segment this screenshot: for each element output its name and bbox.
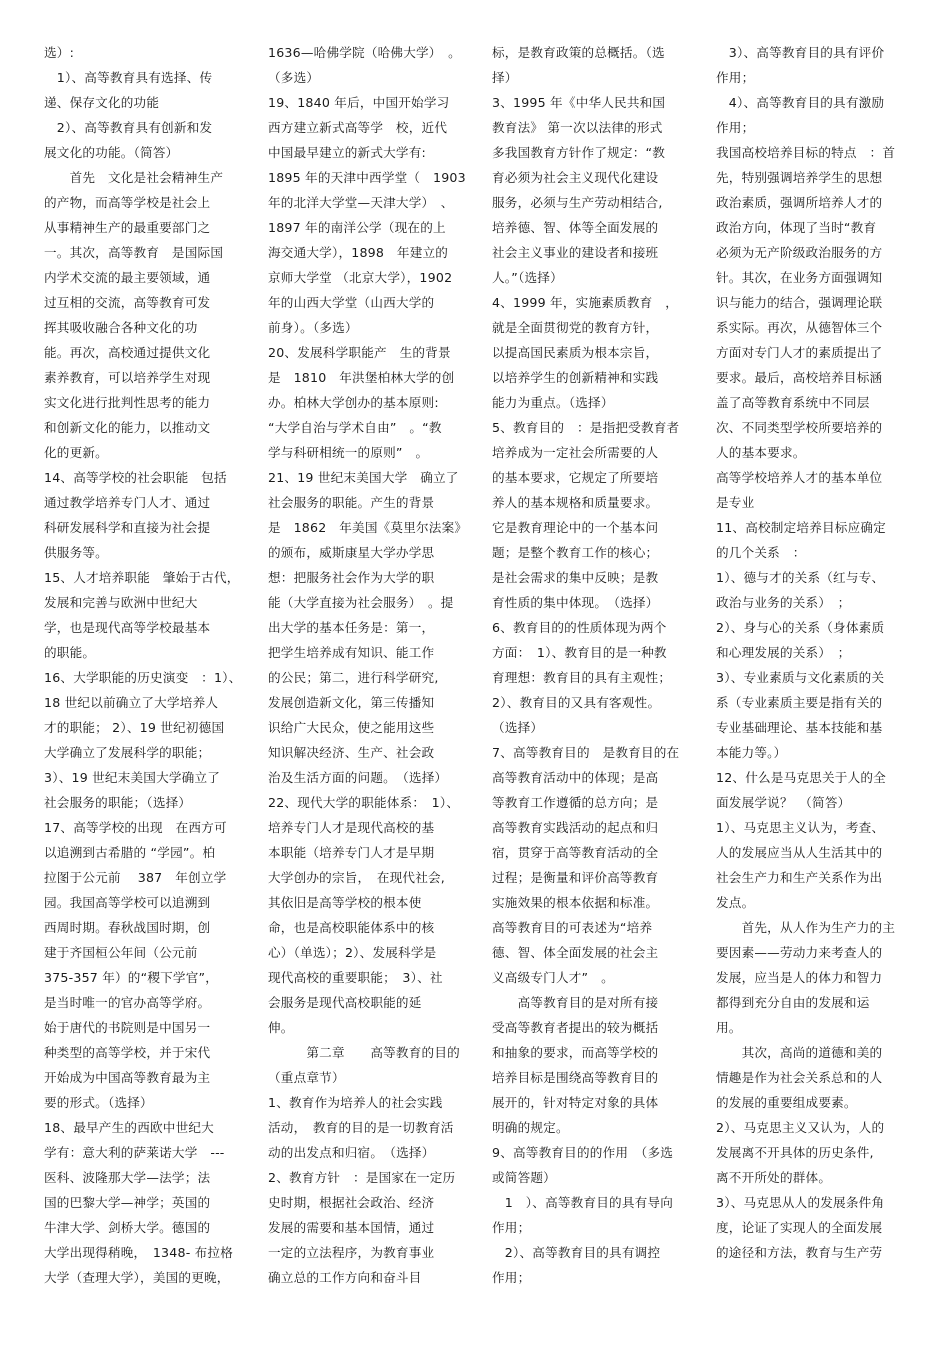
text-line: 的公民；第二，进行科学研究, (268, 670, 439, 685)
text-line: 海交通大学），1898 年建立的 (268, 245, 449, 260)
text-line: 明确的规定。 (492, 1120, 569, 1135)
text-line: 用。 (716, 1020, 742, 1035)
text-line: 和抽象的要求，而高等学校的 (492, 1045, 659, 1060)
text-line: 科研发展科学和直接为社会提 (44, 520, 211, 535)
text-line: 16、大学职能的历史演变 ：1）、 (44, 670, 242, 685)
text-line: 的职能。 (44, 645, 96, 660)
text-line: 发点。 (716, 895, 755, 910)
text-line: 的颁布，威斯康星大学办学思 (268, 545, 435, 560)
text-line: 建于齐国桓公年间（公元前 (44, 945, 198, 960)
text-line: 从事精神生产的最重要部门之 (44, 220, 211, 235)
text-line: 第二章 高等教育的目的 (268, 1045, 460, 1060)
text-line: 15、人才培养职能 肇始于古代， (44, 570, 240, 585)
text-line: 次、不同类型学校所要培养的 (716, 420, 883, 435)
text-line: 社会生产力和生产关系作为出 (716, 870, 883, 885)
text-line: 多我国教育方针作了规定：“教 (492, 145, 666, 160)
text-line: 以提高国民素质为根本宗旨， (492, 345, 659, 360)
text-line: 3）、马克思从人的发展条件角 (716, 1195, 885, 1210)
text-line: 素养教育，可以培养学生对现 (44, 370, 211, 385)
text-line: 大学确立了发展科学的职能； (44, 745, 211, 760)
text-line: 过程；是衡量和评价高等教育 (492, 870, 659, 885)
text-line: 是当时唯一的官办高等学府。 (44, 995, 211, 1010)
text-line: 11、高校制定培养目标应确定 (716, 520, 886, 535)
text-line: 4）、高等教育目的具有激励 (716, 95, 885, 110)
text-line: 培养成为一定社会所需要的人 (492, 445, 659, 460)
text-line: 1895 年的天津中西学堂（ 1903 (268, 170, 466, 185)
text-line: 18、最早产生的西欧中世纪大 (44, 1120, 214, 1135)
text-line: 大学（查理大学），美国的更晚， (44, 1270, 230, 1285)
text-line: 培养目标是围绕高等教育目的 (492, 1070, 659, 1085)
text-line: 17、高等学校的出现 在西方可 (44, 820, 227, 835)
text-line: 21、19 世纪末美国大学 确立了 (268, 470, 459, 485)
text-line: 高等教育目的是对所有接 (492, 995, 659, 1010)
text-line: 是 1810 年洪堡柏林大学的创 (268, 370, 455, 385)
text-line: 3、1995 年《中华人民共和国 (492, 95, 666, 110)
text-line: 作用； (716, 120, 755, 135)
text-line: 等教育工作遵循的总方向；是 (492, 795, 659, 810)
text-line: 1）、德与才的关系（红与专、 (716, 570, 885, 585)
text-line: 针。其次，在业务方面强调知 (716, 270, 883, 285)
text-line: 人的基本要求。 (716, 445, 806, 460)
text-line: 高等教育实践活动的起点和归 (492, 820, 659, 835)
text-line: 知识解决经济、生产、社会政 (268, 745, 435, 760)
column-1 (44, 40, 242, 1290)
text-line: 政治素质，强调所培养人才的 (716, 195, 883, 210)
text-line: 和创新文化的能力，以推动文 (44, 420, 211, 435)
column-3 (492, 40, 684, 1290)
text-line: 宿，贯穿于高等教育活动的全 (492, 845, 659, 860)
text-line: 递、保存文化的功能 (44, 95, 160, 110)
text-line: 伸。 (268, 1020, 294, 1035)
text-line: 识给广大民众，使之能用这些 (268, 720, 435, 735)
text-line: 其次，高尚的道德和美的 (716, 1045, 883, 1060)
text-line: 2）、身与心的关系（身体素质 (716, 620, 885, 635)
text-line: 19、1840 年后，中国开始学习 (268, 95, 450, 110)
text-line: 要因素——劳动力来考查人的 (716, 945, 883, 960)
text-line: 2）、高等教育目的具有调控 (492, 1245, 661, 1260)
text-line: 的途径和方法，教育与生产劳 (716, 1245, 883, 1260)
text-line: 开始成为中国高等教育最为主 (44, 1070, 211, 1085)
text-line: 标，是教育政策的总概括。（选 (492, 45, 665, 60)
text-line: 7、高等教育目的 是教育目的在 (492, 745, 680, 760)
text-line: 的发展的重要组成要素。 (716, 1095, 857, 1110)
text-line: 政治方向，体现了当时“教育 (716, 220, 877, 235)
text-line: 培养专门人才是现代高校的基 (268, 820, 435, 835)
text-line: 高等教育目的可表述为“培养 (492, 920, 653, 935)
column-2 (268, 40, 468, 1290)
text-line: 发展离不开具体的历史条件, (716, 1145, 874, 1160)
text-line: 医科、波隆那大学—法学；法 (44, 1170, 211, 1185)
text-line: 牛津大学、剑桥大学。德国的 (44, 1220, 211, 1235)
text-line: 政治与业务的关系） ； (716, 595, 851, 610)
text-line: 育性质的集中体现。 （选择） (492, 595, 659, 610)
text-line: 首先，从人作为生产力的主 (716, 920, 896, 935)
text-line: 是社会需求的集中反映；是教 (492, 570, 659, 585)
text-line: 我国高校培养目标的特点 ：首 (716, 145, 896, 160)
text-line: 3）、专业素质与文化素质的关 (716, 670, 885, 685)
text-line: 作用； (716, 70, 755, 85)
text-line: 题；是整个教育工作的核心； (492, 545, 659, 560)
text-line: 3）、高等教育目的具有评价 (716, 45, 885, 60)
text-line: 史时期，根据社会政治、经济 (268, 1195, 435, 1210)
text-line: 大学出现得稍晚， 1348- 布拉格 (44, 1245, 234, 1260)
text-line: 西周时期。春秋战国时期，创 (44, 920, 211, 935)
text-line: “大学自治与学术自由” 。“教 (268, 420, 442, 435)
text-line: （选择） (492, 720, 544, 735)
text-line: 发展创造新文化，第三传播知 (268, 695, 435, 710)
text-line: 首先 文化是社会精神生产 (44, 170, 224, 185)
text-line: 就是全面贯彻党的教育方针， (492, 320, 659, 335)
text-line: 挥其吸收融合各种文化的功 (44, 320, 198, 335)
text-line: 现代高校的重要职能； 3）、社 (268, 970, 443, 985)
text-line: 动的出发点和归宿。 （选择） (268, 1145, 435, 1160)
text-line: 社会主义事业的建设者和接班 (492, 245, 659, 260)
text-line: 展开的，针对特定对象的具体 (492, 1095, 659, 1110)
text-line: 离不开所处的群体。 (716, 1170, 832, 1185)
text-line: 面发展学说？ （简答） (716, 795, 851, 810)
text-line: 或简答题） (492, 1170, 556, 1185)
text-line: 义高级专门人才” 。 (492, 970, 614, 985)
text-line: 拉图于公元前 387 年创立学 (44, 870, 227, 885)
text-line: 9、高等教育目的的作用 （多选 (492, 1145, 674, 1160)
text-line: 盖了高等教育系统中不同层 (716, 395, 870, 410)
text-line: 活动， 教育的目的是一切教育活 (268, 1120, 454, 1135)
text-line: 5、教育目的 ：是指把受教育者 (492, 420, 680, 435)
text-line: 高等教育活动中的体现；是高 (492, 770, 659, 785)
text-line: 情趣是作为社会关系总和的人 (716, 1070, 883, 1085)
text-line: 2）、高等教育具有创新和发 (44, 120, 213, 135)
text-line: 确立总的工作方向和奋斗目 (268, 1270, 422, 1285)
text-line: 治及生活方面的问题。 （选择） (268, 770, 448, 785)
text-line: 育必须为社会主义现代化建设 (492, 170, 659, 185)
text-line: 以追溯到古希腊的 “学园”。柏 (44, 845, 216, 860)
text-line: 命，也是高校职能体系中的核 (268, 920, 435, 935)
text-line: 过互相的交流，高等教育可发 (44, 295, 211, 310)
text-line: 人。”（选择） (492, 270, 563, 285)
text-line: 中国最早建立的新式大学有: (268, 145, 426, 160)
text-line: 园。我国高等学校可以追溯到 (44, 895, 211, 910)
text-line: 能。再次，高校通过提供文化 (44, 345, 211, 360)
text-line: 出大学的基本任务是：第一， (268, 620, 435, 635)
text-line: 择） (492, 70, 518, 85)
text-line: 20、发展科学职能产 生的背景 (268, 345, 451, 360)
text-line: 一。其次，高等教育 是国际国 (44, 245, 224, 260)
text-line: 人的发展应当从人生活其中的 (716, 845, 883, 860)
text-line: 度，论证了实现人的全面发展 (716, 1220, 883, 1235)
text-line: 才的职能； 2）、19 世纪初德国 (44, 720, 225, 735)
text-line: 大学创办的宗旨， 在现代社会, (268, 870, 446, 885)
text-line: 先，特别强调培养学生的思想 (716, 170, 883, 185)
text-line: 展文化的功能。（简答） (44, 145, 179, 160)
text-line: 供服务等。 (44, 545, 108, 560)
text-line: 高等学校培养人才的基本单位 (716, 470, 883, 485)
text-line: 发展的需要和基本国情，通过 (268, 1220, 435, 1235)
text-line: 育理想：教育目的具有主观性； (492, 670, 672, 685)
text-line: 化的更新。 (44, 445, 108, 460)
text-line: 实施效果的根本依据和标准。 (492, 895, 659, 910)
text-line: 专业基础理论、基本技能和基 (716, 720, 883, 735)
text-line: 2、教育方针 ：是国家在一定历 (268, 1170, 456, 1185)
text-line: 的产物，而高等学校是社会上 (44, 195, 211, 210)
text-line: 作用； (492, 1270, 531, 1285)
text-line: 的基本要求，它规定了所要培 (492, 470, 659, 485)
text-line: 方面对专门人才的素质提出了 (716, 345, 883, 360)
text-line: 国的巴黎大学—神学；英国的 (44, 1195, 211, 1210)
text-line: 1）、马克思主义认为，考查、 (716, 820, 885, 835)
text-line: 3）、19 世纪末美国大学确立了 (44, 770, 221, 785)
text-line: 要的形式。（选择） (44, 1095, 153, 1110)
text-line: 心）（单选）；2）、发展科学是 (268, 945, 437, 960)
text-line: 系实际。再次，从德智体三个 (716, 320, 883, 335)
text-line: 社会服务的职能。产生的背景 (268, 495, 435, 510)
text-line: 始于唐代的书院则是中国另一 (44, 1020, 211, 1035)
text-line: 年的山西大学堂（山西大学的 (268, 295, 435, 310)
text-line: 教育法》 第一次以法律的形式 (492, 120, 663, 135)
text-line: 系（专业素质主要是指有关的 (716, 695, 883, 710)
text-line: 培养德、智、体等全面发展的 (492, 220, 659, 235)
text-line: 1 ）、高等教育目的具有导向 (492, 1195, 674, 1210)
text-line: 选）: (44, 45, 75, 60)
text-line: 的几个关系 ： (716, 545, 806, 560)
text-line: 1636—哈佛学院（哈佛大学） 。 (268, 45, 461, 60)
text-line: 14、高等学校的社会职能 包括 (44, 470, 227, 485)
text-line: 是专业 (716, 495, 755, 510)
text-line: 它是教育理论中的一个基本问 (492, 520, 659, 535)
text-line: 方面： 1）、教育目的是一种教 (492, 645, 667, 660)
text-line: 学有：意大利的萨莱诺大学 --- (44, 1145, 225, 1160)
text-line: （重点章节） (268, 1070, 345, 1085)
text-line: 6、教育目的的性质体现为两个 (492, 620, 667, 635)
text-line: 一定的立法程序，为教育事业 (268, 1245, 435, 1260)
text-line: 发展和完善与欧洲中世纪大 (44, 595, 198, 610)
text-line: 实文化进行批判性思考的能力 (44, 395, 211, 410)
text-line: 社会服务的职能；（选择） (44, 795, 192, 810)
text-line: 把学生培养成有知识、能工作 (268, 645, 435, 660)
text-line: 西方建立新式高等学 校，近代 (268, 120, 448, 135)
text-line: 京师大学堂 （北京大学），1902 (268, 270, 453, 285)
text-line: 年的北洋大学堂—天津大学） 、 (268, 195, 454, 210)
text-line: 会服务是现代高校职能的延 (268, 995, 422, 1010)
text-line: 本能力等。） (716, 745, 787, 760)
text-line: 服务，必须与生产劳动相结合, (492, 195, 663, 210)
text-line: 2）、教育目的又具有客观性。 (492, 695, 661, 710)
text-line: 发展，应当是人的体力和智力 (716, 970, 883, 985)
text-line: 种类型的高等学校，并于宋代 (44, 1045, 211, 1060)
text-line: 内学术交流的最主要领域，通 (44, 270, 211, 285)
text-line: 1、教育作为培养人的社会实践 (268, 1095, 443, 1110)
text-line: 办。柏林大学创办的基本原则: (268, 395, 439, 410)
text-line: 通过教学培养专门人才、通过 (44, 495, 211, 510)
text-line: 学，也是现代高等学校最基本 (44, 620, 211, 635)
text-line: 22、现代大学的职能体系： 1）、 (268, 795, 460, 810)
text-line: 2）、马克思主义又认为，人的 (716, 1120, 885, 1135)
text-line: 12、什么是马克思关于人的全 (716, 770, 886, 785)
text-line: 作用； (492, 1220, 531, 1235)
text-line: 想：把服务社会作为大学的职 (268, 570, 435, 585)
text-line: （多选） (268, 70, 320, 85)
text-line: 其依旧是高等学校的根本使 (268, 895, 422, 910)
text-line: 德、智、体全面发展的社会主 (492, 945, 659, 960)
text-line: 必须为无产阶级政治服务的方 (716, 245, 883, 260)
text-line: 1897 年的南洋公学（现在的上 (268, 220, 446, 235)
text-line: 养人的基本规格和质量要求。 (492, 495, 659, 510)
column-4 (716, 40, 908, 1265)
text-line: 1）、高等教育具有选择、传 (44, 70, 213, 85)
text-line: 18 世纪以前确立了大学培养人 (44, 695, 219, 710)
text-line: 和心理发展的关系） ； (716, 645, 851, 660)
text-line: 要求。最后，高校培养目标涵 (716, 370, 883, 385)
text-line: 4、1999 年，实施素质教育 ， (492, 295, 678, 310)
text-line: 375-357 年）的“稷下学官”， (44, 970, 219, 985)
text-line: 前身）。（多选） (268, 320, 358, 335)
text-line: 能力为重点。（选择） (492, 395, 614, 410)
text-line: 以培养学生的创新精神和实践 (492, 370, 659, 385)
text-line: 本职能（培养专门人才是早期 (268, 845, 435, 860)
text-line: 识与能力的结合，强调理论联 (716, 295, 883, 310)
text-line: 受高等教育者提出的较为概括 (492, 1020, 659, 1035)
text-line: 是 1862 年美国《莫里尔法案》 (268, 520, 468, 535)
text-line: 能（大学直接为社会服务） 。提 (268, 595, 454, 610)
text-line: 都得到充分自由的发展和运 (716, 995, 870, 1010)
text-line: 学与科研相统一的原则” 。 (268, 445, 429, 460)
